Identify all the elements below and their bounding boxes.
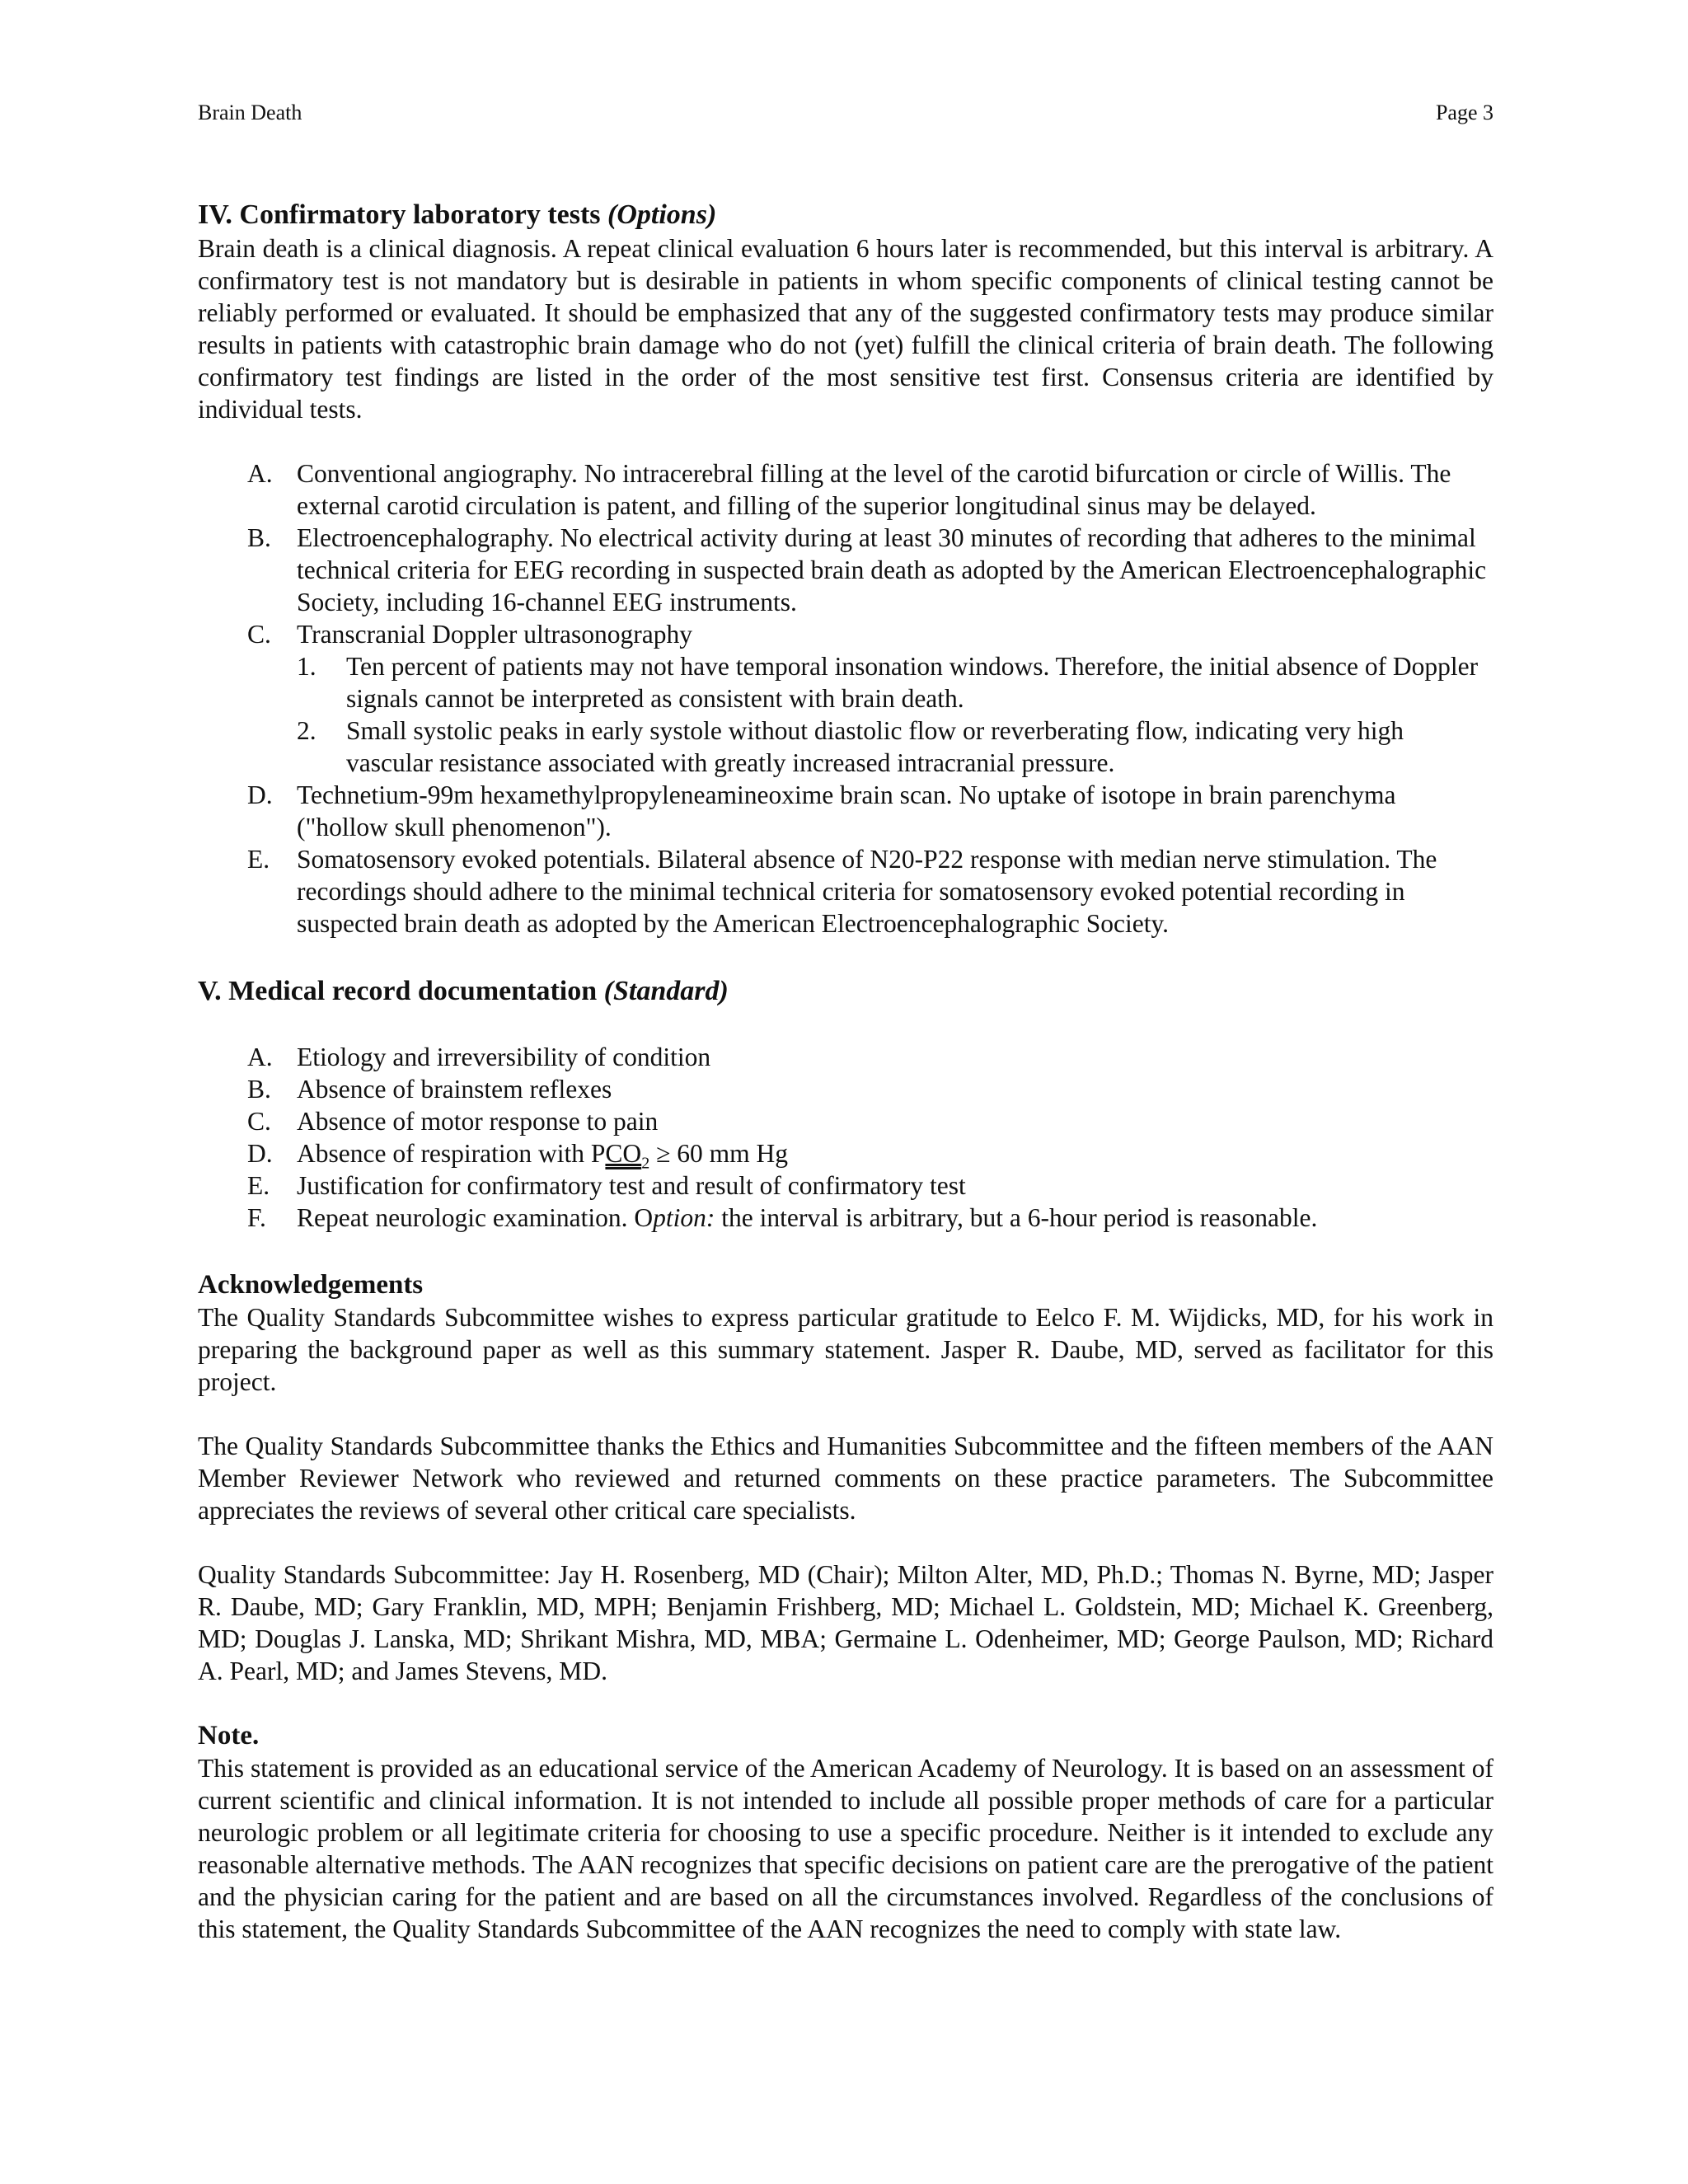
documentation-list <box>198 1041 1493 1234</box>
section-iv-intro: Brain death is a clinical diagnosis. A repeat clinical evaluation 6 hours later is recommended, but this interval is arbitrary. A confirmatory test is not mandatory but is desirable in patients in whom specific components of clinical testing cannot be reliably performed or evaluated. It should be emphasized that any of the suggested confirmatory tests may produce similar results in patients with catastrophic brain damage who do not (yet) fulfill the clinical criteria of brain death. The following confirmatory test findings are listed in the order of the most sensitive test first. Consensus criteria are identified by individual tests. <box>198 234 1493 424</box>
section-v-heading <box>198 974 1493 1009</box>
list-item-text: Technetium-99m hexamethylpropyleneamineoxime brain scan. No uptake of isotope in brain parenchyma ("hollow skull phenomenon"). <box>297 780 1396 841</box>
note-paragraph: This statement is provided as an educational service of the American Academy of Neurology. It is based on an assessment of current scientific and clinical information. It is not intended to include all possible proper methods of care for a particular neurologic problem or all legitimate criteria for choosing to use a specific procedure. Neither is it intended to exclude any reasonable alternative methods. The AAN recognizes that specific decisions on patient care are the prerogative of the patient and the physician caring for the patient and are based on all the circumstances involved. Regardless of the conclusions of this statement, the Quality Standards Subcommittee of the AAN recognizes the need to comply with state law. <box>198 1754 1493 1943</box>
subcommittee-members: Quality Standards Subcommittee: Jay H. Rosenberg, MD (Chair); Milton Alter, MD, Ph.D.; Thomas N. Byrne, MD; Jasper R. Daube, MD; Gary Franklin, MD, MPH; Benjamin Frishberg, MD; Michael L. Goldstein, MD; Michael K. Greenberg, MD; Douglas J. Lanska, MD; Shrikant Mishra, MD, MBA; Germaine L. Odenheimer, MD; George Paulson, MD; Richard A. Pearl, MD; and James Stevens, MD. <box>198 1560 1493 1685</box>
subscript-2: 2 <box>641 1154 650 1173</box>
threshold-text: ≥ 60 mm Hg <box>649 1139 788 1168</box>
list-marker: C. <box>247 1107 271 1136</box>
list-item-text: Etiology and irreversibility of condition <box>297 1043 711 1071</box>
list-item-text: Somatosensory evoked potentials. Bilateral absence of N20-P22 response with median nerve stimulation. The recordings should adhere to the minimal technical criteria for somatosensory evoked potential recording in suspected brain death as adopted by the American Electroencephalographic Society. <box>297 845 1437 938</box>
section-iv-heading <box>198 198 1493 232</box>
list-marker: B. <box>247 523 271 552</box>
list-item-text: Justification for confirmatory test and result of confirmatory test <box>297 1171 966 1200</box>
spacer <box>198 1234 1493 1268</box>
sublist-item <box>297 715 1493 779</box>
list-item <box>198 522 1493 618</box>
sublist-item-text: Small systolic peaks in early systole without diastolic flow or reverberating flow, indicating very high vascular resistance associated with greatly increased intracranial pressure. <box>346 716 1404 777</box>
list-marker: C. <box>247 620 271 649</box>
list-item <box>198 457 1493 522</box>
list-marker: D. <box>247 780 273 809</box>
spacer <box>198 940 1493 974</box>
list-marker: F. <box>247 1203 266 1232</box>
list-marker: A. <box>247 1043 273 1071</box>
list-item <box>198 1202 1493 1234</box>
list-item-text: Absence of motor response to pain <box>297 1107 659 1136</box>
sublist-marker: 1. <box>297 652 316 681</box>
page-number: Page 3 <box>1435 101 1493 124</box>
main-content <box>198 198 1493 1945</box>
section-acknowledgements <box>198 1268 1493 1687</box>
sublist-item-text: Ten percent of patients may not have temporal insonation windows. Therefore, the initial absence of Doppler signals cannot be interpreted as consistent with brain death. <box>346 652 1479 713</box>
list-marker: E. <box>247 1171 270 1200</box>
list-marker: E. <box>247 845 270 874</box>
confirmatory-tests-list <box>198 457 1493 940</box>
section-confirmatory-tests <box>198 198 1493 940</box>
list-item <box>198 1105 1493 1137</box>
list-marker: A. <box>247 459 273 488</box>
running-head-title: Brain Death <box>198 101 302 124</box>
section-iv-title: IV. Confirmatory laboratory tests <box>198 199 601 230</box>
list-item-text <box>297 1139 788 1173</box>
pco2-notation <box>605 1139 650 1173</box>
interval-text: the interval is arbitrary, but a 6-hour period is reasonable. <box>715 1203 1318 1232</box>
sublist-marker: 2. <box>297 716 316 745</box>
co-text: CO <box>605 1139 642 1168</box>
list-item <box>198 618 1493 779</box>
option-word: ption: <box>653 1203 715 1232</box>
list-item-text: Conventional angiography. No intracerebral filling at the level of the carotid bifurcation or circle of Willis. The external carotid circulation is patent, and filling of the superior longitudinal sinus may be delayed. <box>297 459 1451 520</box>
list-item <box>198 779 1493 843</box>
list-item <box>198 1041 1493 1073</box>
list-item-text: Absence of brainstem reflexes <box>297 1075 612 1104</box>
sublist-item <box>297 650 1493 715</box>
list-item <box>198 1137 1493 1173</box>
list-item <box>198 1073 1493 1105</box>
acknowledgements-paragraph: The Quality Standards Subcommittee wishes to express particular gratitude to Eelco F. M. Wijdicks, MD, for his work in preparing the background paper as well as this summary statement. Jasper R. Daube, MD, served as facilitator for this project. <box>198 1303 1493 1396</box>
list-item <box>198 1169 1493 1202</box>
list-item <box>198 843 1493 940</box>
section-v-title: V. Medical record documentation <box>198 976 598 1006</box>
note-heading: Note. <box>198 1721 260 1750</box>
acknowledgements-heading: Acknowledgements <box>198 1270 424 1300</box>
list-item-text <box>297 1203 1317 1232</box>
respiration-text: Absence of respiration with P <box>297 1139 606 1168</box>
list-marker: D. <box>247 1139 273 1168</box>
list-item-text: Electroencephalography. No electrical activity during at least 30 minutes of recording that adheres to the minimal technical criteria for EEG recording in suspected brain death as adopted by the American Electroencephalographic Society, including 16-channel EEG instruments. <box>297 523 1487 616</box>
doppler-sublist <box>297 650 1493 779</box>
repeat-exam-text: Repeat neurologic examination. O <box>297 1203 654 1232</box>
list-marker: B. <box>247 1075 271 1104</box>
section-iv-qualifier: (Options) <box>607 199 717 230</box>
acknowledgements-paragraph: The Quality Standards Subcommittee thanks the Ethics and Humanities Subcommittee and the fifteen members of the AAN Member Reviewer Network who reviewed and returned comments on these practice parameters. The Subcommittee appreciates the reviews of several other critical care specialists. <box>198 1432 1493 1525</box>
section-medical-record <box>198 974 1493 1234</box>
list-item-text: Transcranial Doppler ultrasonography <box>297 620 692 649</box>
section-v-qualifier: (Standard) <box>603 976 729 1006</box>
section-note <box>198 1719 1493 1945</box>
